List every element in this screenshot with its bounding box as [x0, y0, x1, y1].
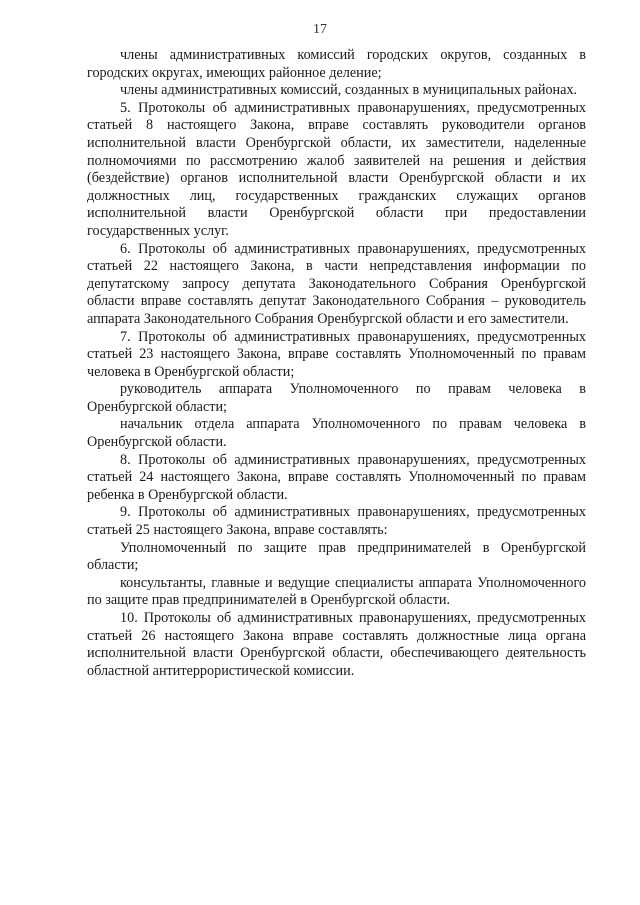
paragraph: 7. Протоколы об административных правонарушениях, предусмотренных статьей 23 настоящего Закона, вправе составлять Уполномоченный по правам человека в Оренбургской области;	[87, 328, 586, 380]
paragraph: 5. Протоколы об административных правонарушениях, предусмотренных статьей 8 настоящего Закона, вправе составлять руководители органов исполнительной власти Оренбургской области, их заместители, наделенные полномочиями по рассмотрению жалоб заявителей на решения и действия (бездействие) органов исполнительной власти Оренбургской области и их должностных лиц, государственных гражданских служащих органов исполнительной власти Оренбургской области при предоставлении государственных услуг.	[87, 99, 586, 239]
paragraph: Уполномоченный по защите прав предпринимателей в Оренбургской области;	[87, 539, 586, 574]
paragraph: 9. Протоколы об административных правонарушениях, предусмотренных статьей 25 настоящего Закона, вправе составлять:	[87, 504, 586, 539]
document-body	[87, 47, 586, 680]
paragraph: члены административных комиссий, созданных в муниципальных районах.	[120, 82, 578, 99]
paragraph: члены административных комиссий городских округов, созданных в городских округах, имеющих районное деление;	[87, 47, 586, 81]
page-number: 17	[313, 22, 327, 37]
paragraph: консультанты, главные и ведущие специалисты аппарата Уполномоченного по защите прав предпринимателей в Оренбургской области.	[87, 574, 586, 609]
paragraph: 6. Протоколы об административных правонарушениях, предусмотренных статьей 22 настоящего Закона, в части непредставления информации по депутатскому запросу депутата Законодательного Собрания Оренбургской области вправе составлять депутат Законодательного Собрания – руководитель аппарата Законодательного Собрания Оренбургской области и его заместители.	[87, 240, 586, 327]
paragraph: начальник отдела аппарата Уполномоченного по правам человека в Оренбургской области.	[87, 416, 586, 451]
paragraph: 10. Протоколы об административных правонарушениях, предусмотренных статьей 26 настоящего Закона вправе составлять должностные лица органа исполнительной власти Оренбургской области, обеспечивающего деятельность областной антитеррористической комиссии.	[87, 610, 586, 679]
paragraph: руководитель аппарата Уполномоченного по правам человека в Оренбургской области;	[87, 381, 586, 415]
paragraph: 8. Протоколы об административных правонарушениях, предусмотренных статьей 24 настоящего Закона, вправе составлять Уполномоченный по правам ребенка в Оренбургской области.	[87, 451, 586, 503]
